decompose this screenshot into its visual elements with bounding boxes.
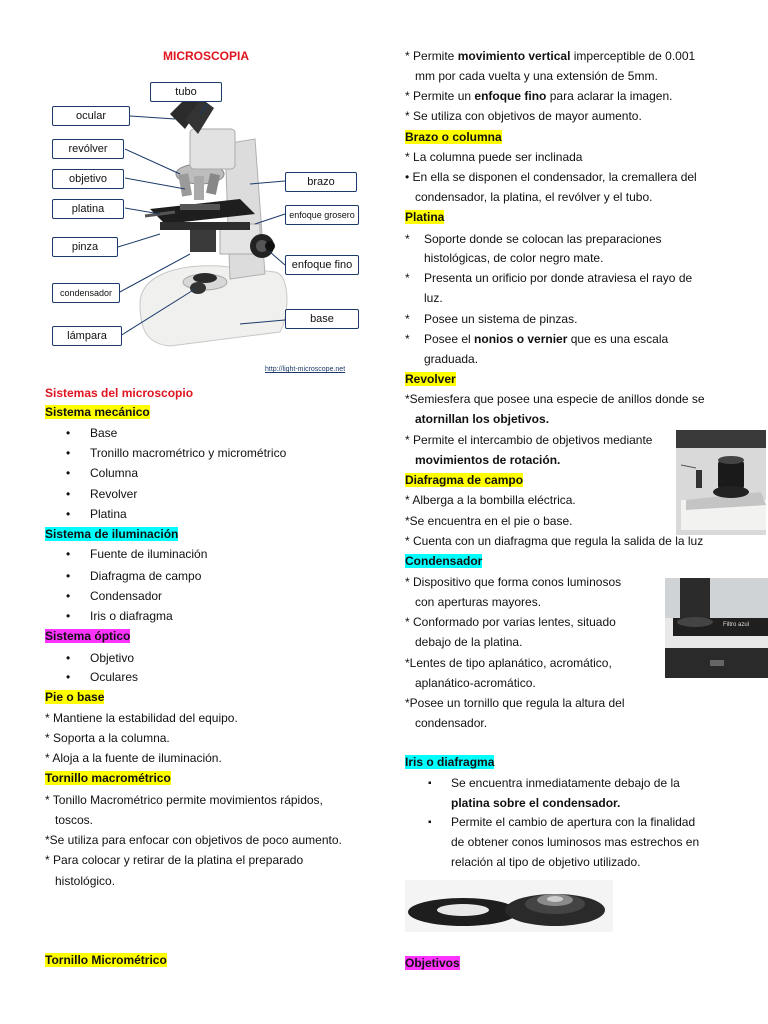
iris-photo <box>405 880 613 932</box>
platina-bullet: * <box>405 332 410 346</box>
heading-revolver: Revolver <box>405 372 456 386</box>
heading-iris-o-diafragma: Iris o diafragma <box>405 755 495 769</box>
list-item-text: Base <box>90 426 118 440</box>
list-item-text: Tronillo macrométrico y micrométrico <box>90 446 287 460</box>
list-item: • <box>66 589 71 603</box>
iris-line-2c: relación al tipo de objetivo utilizado. <box>451 855 641 869</box>
macro-line-2: *Se utiliza para enfocar con objetivos de poco aumento. <box>45 833 342 847</box>
list-item: • <box>66 651 71 665</box>
page-title: MICROSCOPIA <box>163 49 250 63</box>
label-pinza: pinza <box>52 237 118 257</box>
label-tubo: tubo <box>150 82 222 102</box>
iris-bullet: ▪ <box>428 817 432 828</box>
list-item-text: Fuente de iluminación <box>90 547 208 561</box>
condensador-line-1: * Dispositivo que forma conos luminosos <box>405 575 622 589</box>
heading-tornillo-micrometrico: Tornillo Micrométrico <box>45 953 167 967</box>
list-item: • <box>66 446 71 460</box>
diafragma-line-1: * Alberga a la bombilla eléctrica. <box>405 493 576 507</box>
micro-line-1d: mm por cada vuelta y una extensión de 5mm. <box>415 69 658 83</box>
label-enfoque-grosero: enfoque grosero <box>285 205 359 225</box>
label-ocular: ocular <box>52 106 130 126</box>
heading-condensador: Condensador <box>405 554 483 568</box>
diafragma-photo <box>676 430 766 535</box>
heading-tornillo-macrometrico: Tornillo macrométrico <box>45 771 171 785</box>
micro-line-2: * Permite un enfoque fino para aclarar la imagen. <box>405 89 673 103</box>
list-item: • <box>66 609 71 623</box>
platina-bullet: * <box>405 271 410 285</box>
heading-sistema-iluminacion: Sistema de iluminación <box>45 527 179 541</box>
list-item-text: Diafragma de campo <box>90 569 202 583</box>
heading-sistema-mecanico: Sistema mecánico <box>45 405 150 419</box>
sistemas-title: Sistemas del microscopio <box>45 386 194 400</box>
revolver-line-2: * Permite el intercambio de objetivos mediante <box>405 433 653 447</box>
platina-line-1b: histológicas, de color negro mate. <box>424 251 604 265</box>
heading-platina: Platina <box>405 210 445 224</box>
label-brazo: brazo <box>285 172 357 192</box>
iris-bullet: ▪ <box>428 778 432 789</box>
iris-line-1: Se encuentra inmediatamente debajo de la <box>451 776 680 790</box>
list-item-text: Revolver <box>90 487 138 501</box>
list-item: • <box>66 466 71 480</box>
label-objetivo: objetivo <box>52 169 124 189</box>
pie-line-1: * Mantiene la estabilidad del equipo. <box>45 711 238 725</box>
image-credit: http://light-microscope.net <box>265 366 346 373</box>
list-item: • <box>66 670 71 684</box>
brazo-line-2b: condensador, la platina, el revólver y el tubo. <box>415 190 653 204</box>
condensador-line-4b: condensador. <box>415 716 488 730</box>
condensador-line-3b: aplanático-acromático. <box>415 676 536 690</box>
platina-line-4d: graduada. <box>424 352 479 366</box>
filtro-azul-label: Filtro azul <box>723 622 750 628</box>
brazo-line-2: • En ella se disponen el condensador, la cremallera del <box>405 170 697 184</box>
platina-bullet: * <box>405 232 410 246</box>
micro-line-1: * Permite movimiento vertical imperceptible de 0.001 <box>405 49 696 63</box>
platina-line-4: Posee el nonios o vernier que es una escala <box>424 332 669 346</box>
platina-line-3: Posee un sistema de pinzas. <box>424 312 578 326</box>
macro-line-3: * Para colocar y retirar de la platina el preparado <box>45 853 304 867</box>
label-revolver: revólver <box>52 139 124 159</box>
label-condensador: condensador <box>52 283 120 303</box>
platina-bullet: * <box>405 312 410 326</box>
list-item: • <box>66 547 71 561</box>
label-platina: platina <box>52 199 124 219</box>
macro-line-1: * Tonillo Macrométrico permite movimientos rápidos, <box>45 793 323 807</box>
list-item-text: Iris o diafragma <box>90 609 173 623</box>
condensador-line-2b: debajo de la platina. <box>415 635 523 649</box>
micro-line-3: * Se utiliza con objetivos de mayor aumento. <box>405 109 642 123</box>
list-item-text: Oculares <box>90 670 139 684</box>
revolver-line-1: *Semiesfera que posee una especie de anillos donde se <box>405 392 705 406</box>
list-item-text: Columna <box>90 466 139 480</box>
microscope-figure <box>40 74 360 382</box>
label-lampara: lámpara <box>52 326 122 346</box>
heading-pie-o-base: Pie o base <box>45 690 105 704</box>
platina-line-1: Soporte donde se colocan las preparaciones <box>424 232 662 246</box>
platina-line-2b: luz. <box>424 291 443 305</box>
condensador-line-1b: con aperturas mayores. <box>415 595 542 609</box>
pie-line-2: * Soporta a la columna. <box>45 731 170 745</box>
label-enfoque-fino: enfoque fino <box>285 255 359 275</box>
condensador-photo <box>665 578 768 678</box>
macro-line-3b: histológico. <box>55 874 116 888</box>
condensador-line-2: * Conformado por varias lentes, situado <box>405 615 616 629</box>
heading-sistema-optico: Sistema óptico <box>45 629 131 643</box>
label-base: base <box>285 309 359 329</box>
diafragma-line-2: *Se encuentra en el pie o base. <box>405 514 573 528</box>
list-item-text: Condensador <box>90 589 163 603</box>
condensador-line-3: *Lentes de tipo aplanático, acromático, <box>405 656 612 670</box>
diafragma-line-3: * Cuenta con un diafragma que regula la salida de la luz <box>405 534 704 548</box>
revolver-line-1b: atornillan los objetivos. <box>415 412 550 426</box>
iris-line-1b: platina sobre el condensador. <box>451 796 621 810</box>
heading-diafragma-de-campo: Diafragma de campo <box>405 473 524 487</box>
heading-objetivos: Objetivos <box>405 956 460 970</box>
platina-line-2: Presenta un orificio por donde atraviesa el rayo de <box>424 271 693 285</box>
pie-line-3: * Aloja a la fuente de iluminación. <box>45 751 222 765</box>
macro-line-1b: toscos. <box>55 813 94 827</box>
list-item: • <box>66 487 71 501</box>
brazo-line-1: * La columna puede ser inclinada <box>405 150 583 164</box>
list-item: • <box>66 569 71 583</box>
list-item: • <box>66 426 71 440</box>
list-item: • <box>66 507 71 521</box>
iris-line-2: Permite el cambio de apertura con la finalidad <box>451 815 696 829</box>
list-item-text: Objetivo <box>90 651 135 665</box>
heading-brazo-o-columna: Brazo o columna <box>405 130 502 144</box>
iris-line-2b: de obtener conos luminosos mas estrechos en <box>451 835 700 849</box>
condensador-line-4: *Posee un tornillo que regula la altura del <box>405 696 625 710</box>
list-item-text: Platina <box>90 507 127 521</box>
revolver-line-2b: movimientos de rotación. <box>415 453 561 467</box>
